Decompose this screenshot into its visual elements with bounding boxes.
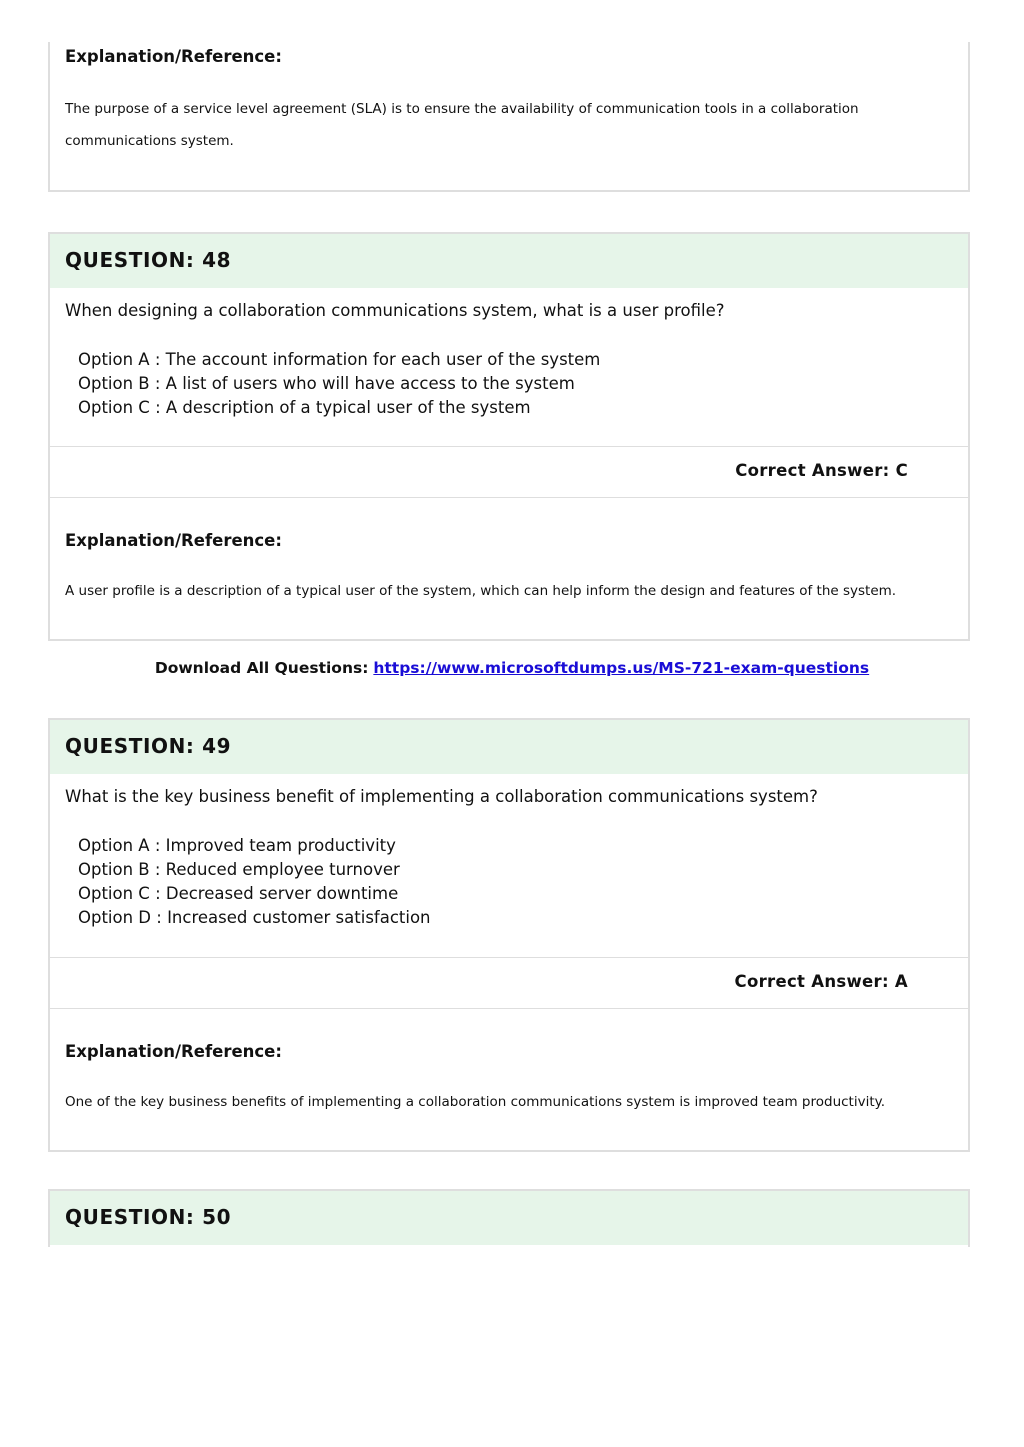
question-header: QUESTION: 50 [50, 1191, 968, 1245]
question-card-48 [48, 232, 970, 641]
options-list [65, 834, 953, 930]
correct-answer: Correct Answer: A [734, 972, 908, 991]
explanation-title: Explanation/Reference: [65, 47, 282, 66]
option-b: Option B : Reduced employee turnover [78, 860, 400, 879]
explanation-card-q47 [48, 42, 970, 192]
explanation-text: The purpose of a service level agreement (SLA) is to ensure the availability of communication tools in a collaboration communications system. [65, 101, 859, 149]
question-header: QUESTION: 49 [50, 720, 968, 774]
question-text: When designing a collaboration communications system, what is a user profile? [65, 301, 725, 320]
option-c: Option C : Decreased server downtime [78, 884, 399, 903]
explanation-text: One of the key business benefits of implementing a collaboration communications system is improved team productivity. [65, 1094, 885, 1110]
download-link[interactable]: https://www.microsoftdumps.us/MS-721-exam-questions [373, 659, 870, 677]
correct-answer: Correct Answer: C [735, 461, 908, 480]
option-c: Option C : A description of a typical user of the system [78, 398, 531, 417]
explanation-title: Explanation/Reference: [65, 1042, 282, 1061]
question-text: What is the key business benefit of implementing a collaboration communications system? [65, 787, 818, 806]
option-a: Option A : Improved team productivity [78, 836, 396, 855]
option-a: Option A : The account information for each user of the system [78, 350, 601, 369]
question-card-50 [48, 1189, 970, 1247]
explanation-title: Explanation/Reference: [65, 531, 282, 550]
divider [50, 1008, 968, 1009]
option-b: Option B : A list of users who will have access to the system [78, 374, 575, 393]
option-d: Option D : Increased customer satisfaction [78, 908, 431, 927]
options-list [65, 348, 953, 420]
question-body [50, 774, 968, 930]
download-line [0, 659, 1024, 677]
download-label: Download All Questions: [154, 659, 369, 677]
explanation-text: A user profile is a description of a typical user of the system, which can help inform the design and features of the system. [65, 583, 897, 599]
question-body [50, 288, 968, 420]
divider [50, 497, 968, 498]
question-card-49 [48, 718, 970, 1152]
question-header: QUESTION: 48 [50, 234, 968, 288]
divider [50, 957, 968, 958]
divider [50, 446, 968, 447]
